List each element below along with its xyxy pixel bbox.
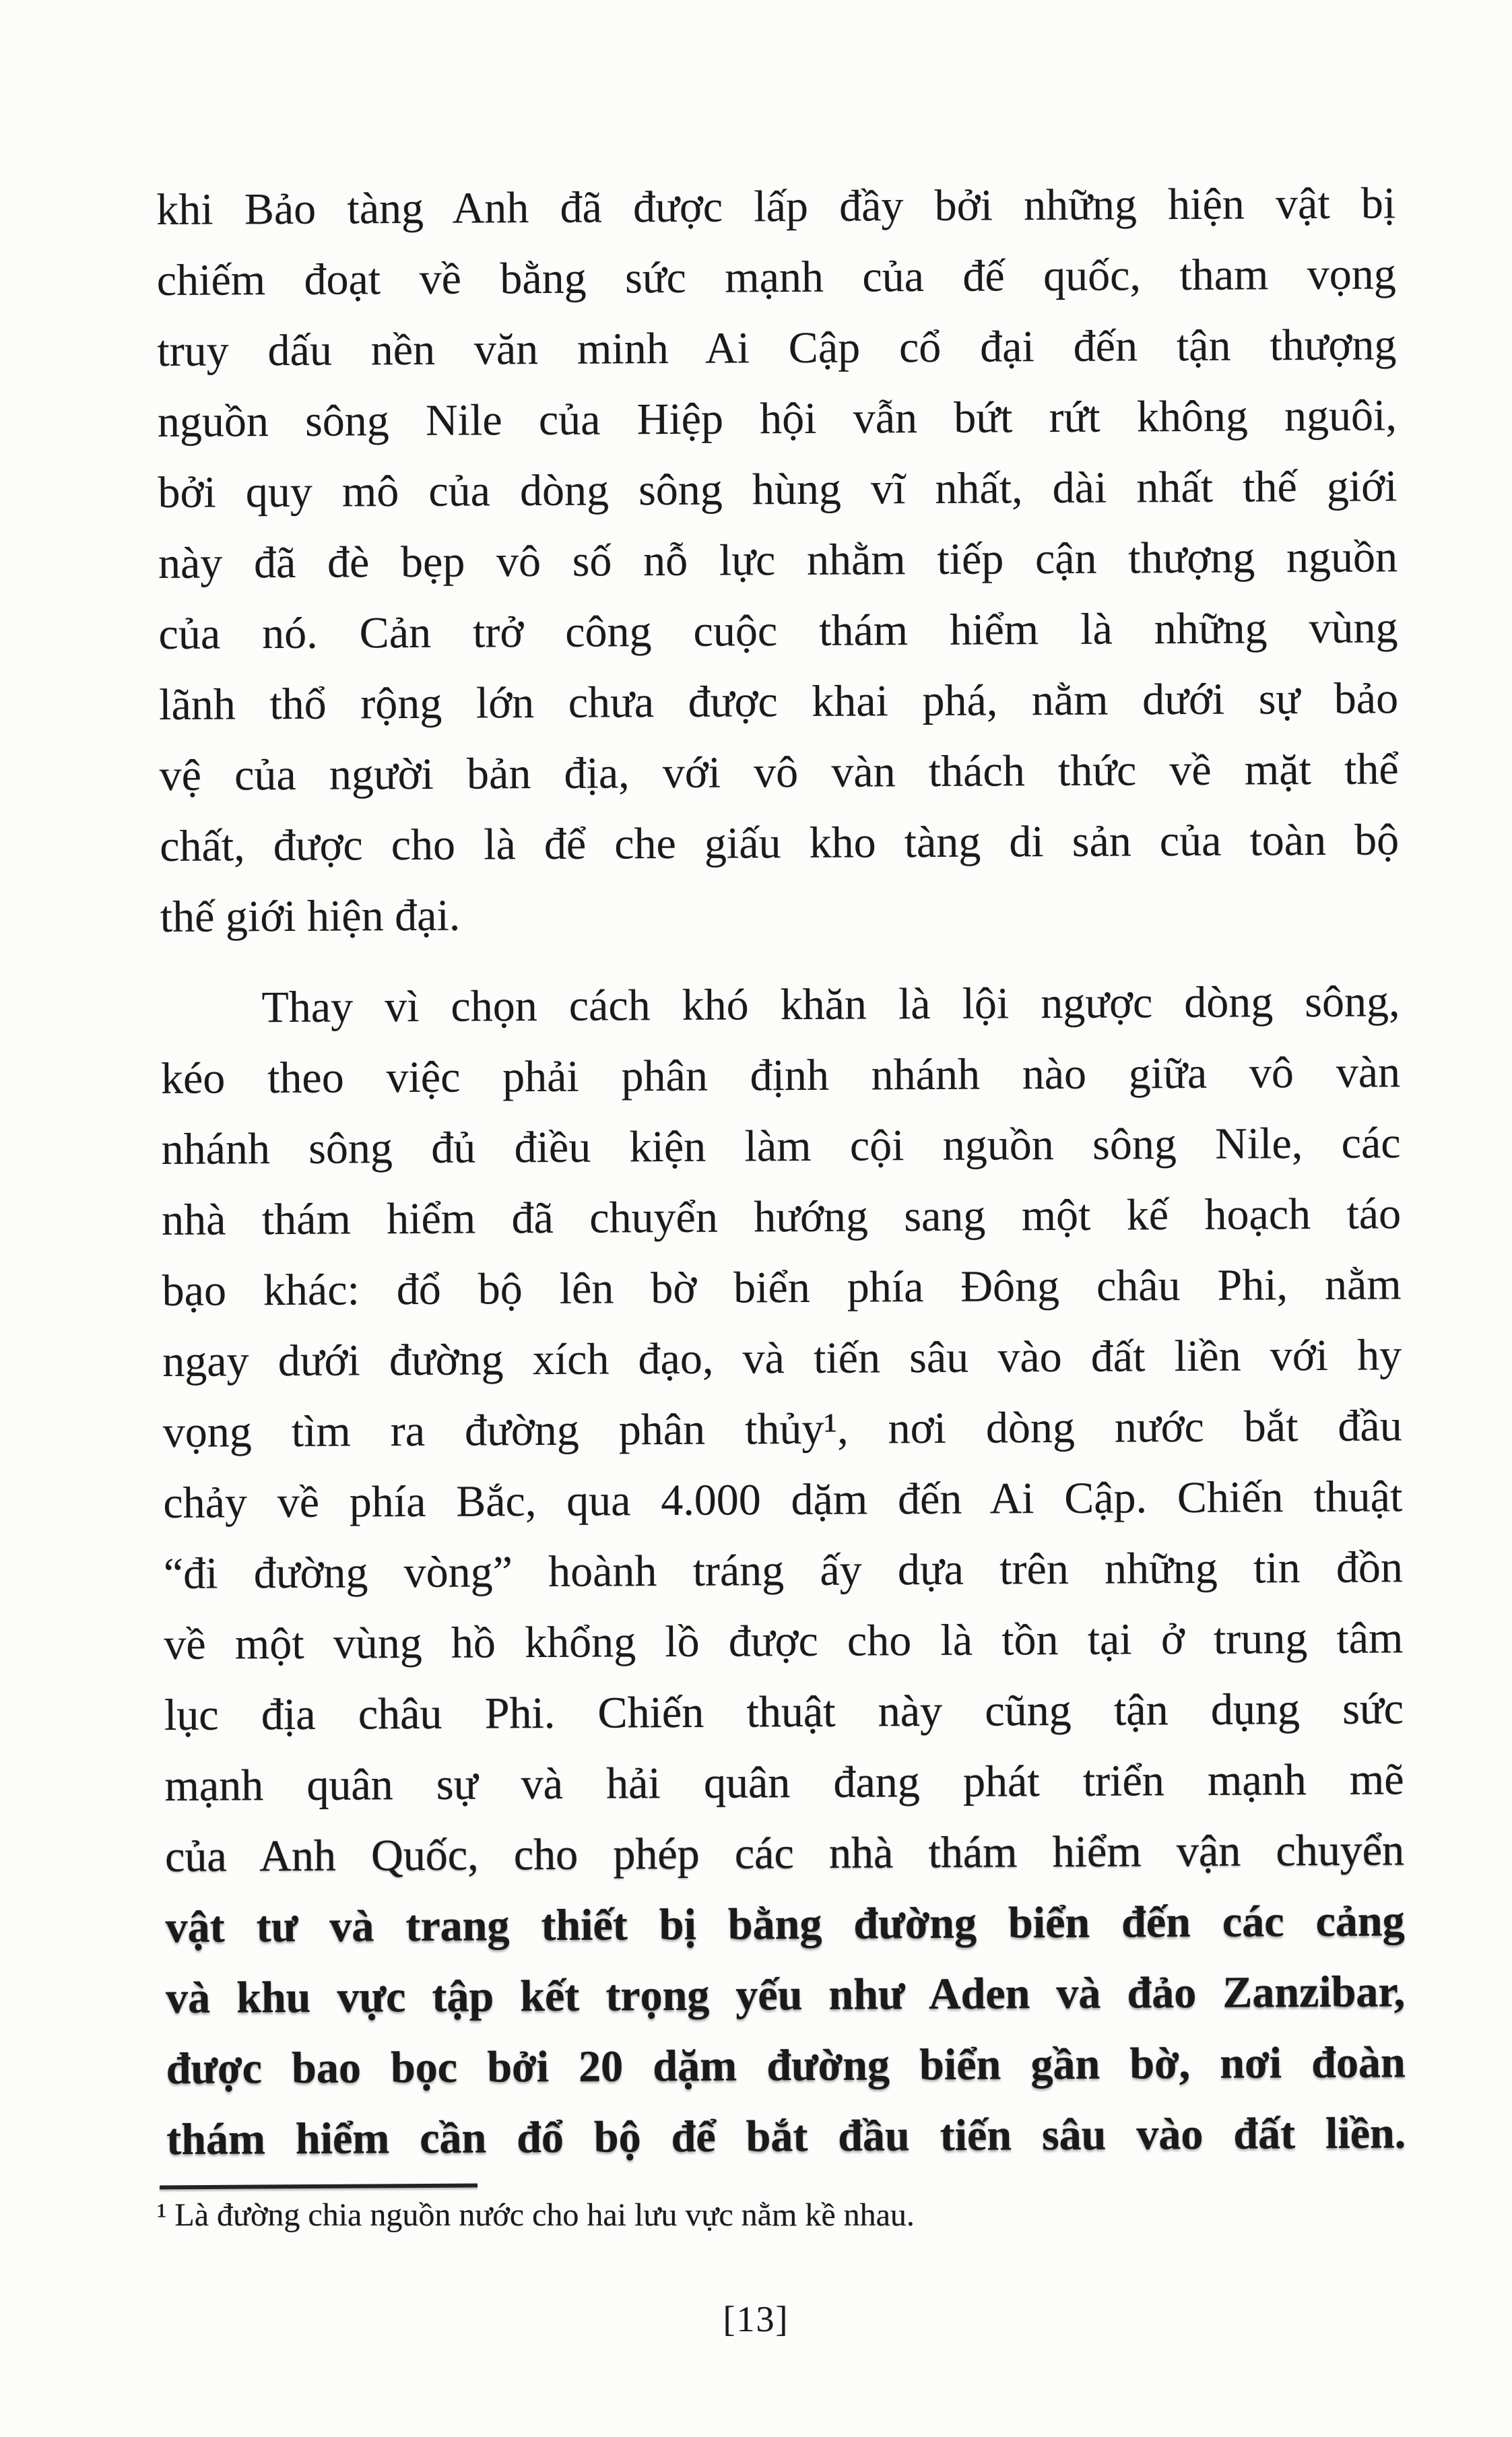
text-line: truy dấu nền văn minh Ai Cập cổ đại đến tận thượng: [157, 320, 1397, 376]
text-line: thế giới hiện đại.: [160, 890, 461, 942]
text-line: khi Bảo tàng Anh đã được lấp đầy bởi những hiện vật bị: [156, 178, 1396, 234]
text-line: vọng tìm ra đường phân thủy¹, nơi dòng nước bắt đầu: [162, 1401, 1402, 1457]
footnote: ¹ Là đường chia nguồn nước cho hai lưu vực nằm kề nhau.: [157, 2197, 915, 2233]
text-line: chảy về phía Bắc, qua 4.000 dặm đến Ai Cập. Chiến thuật: [163, 1472, 1403, 1528]
text-line: của nó. Cản trở công cuộc thám hiểm là những vùng: [158, 603, 1398, 659]
text-line: bởi quy mô của dòng sông hùng vĩ nhất, dài nhất thế giới: [158, 461, 1398, 517]
text-line: nguồn sông Nile của Hiệp hội vẫn bứt rứt không nguôi,: [157, 391, 1398, 447]
text-line: lục địa châu Phi. Chiến thuật này cũng tận dụng sức: [164, 1684, 1404, 1740]
text-line: của Anh Quốc, cho phép các nhà thám hiểm vận chuyển: [164, 1825, 1405, 1881]
text-line: nhà thám hiểm đã chuyển hướng sang một kế hoạch táo: [161, 1189, 1402, 1245]
text-line: chất, được cho là để che giấu kho tàng di sản của toàn bộ: [160, 815, 1400, 871]
text-line: bạo khác: đổ bộ lên bờ biển phía Đông châu Phi, nằm: [162, 1260, 1402, 1315]
text-line: vật tư và trang thiết bị bằng đường biển đến các cảng: [165, 1896, 1405, 1952]
text-line: này đã đè bẹp vô số nỗ lực nhằm tiếp cận thượng nguồn: [158, 532, 1398, 588]
text-line: mạnh quân sự và hải quân đang phát triển mạnh mẽ: [164, 1755, 1404, 1811]
page-text: [156, 168, 1406, 2175]
text-line: kéo theo việc phải phân định nhánh nào giữa vô vàn: [160, 1047, 1401, 1103]
text-line: thám hiểm cần đổ bộ để bắt đầu tiến sâu vào đất liền.: [166, 2108, 1406, 2164]
paragraph-1: [156, 168, 1400, 952]
page-number: [13]: [723, 2299, 789, 2339]
text-line: và khu vực tập kết trọng yếu như Aden và đảo Zanzibar,: [165, 1967, 1406, 2023]
text-line: vệ của người bản địa, với vô vàn thách thức về mặt thể: [159, 744, 1399, 800]
text-line: Thay vì chọn cách khó khăn là lội ngược dòng sông,: [261, 977, 1400, 1033]
text-line: nhánh sông đủ điều kiện làm cội nguồn sông Nile, các: [161, 1118, 1401, 1174]
footnote-divider: [160, 2184, 478, 2190]
text-line: chiếm đoạt về bằng sức mạnh của đế quốc, tham vọng: [156, 249, 1396, 305]
text-line: “đi đường vòng” hoành tráng ấy dựa trên những tin đồn: [163, 1542, 1404, 1598]
paragraph-2: [160, 966, 1406, 2175]
text-line: về một vùng hồ khổng lồ được cho là tồn tại ở trung tâm: [164, 1613, 1404, 1669]
text-line: ngay dưới đường xích đạo, và tiến sâu vào đất liền với hy: [162, 1330, 1402, 1386]
text-line: được bao bọc bởi 20 dặm đường biển gần bờ, nơi đoàn: [166, 2038, 1406, 2093]
text-line: lãnh thổ rộng lớn chưa được khai phá, nằm dưới sự bảo: [158, 674, 1399, 729]
